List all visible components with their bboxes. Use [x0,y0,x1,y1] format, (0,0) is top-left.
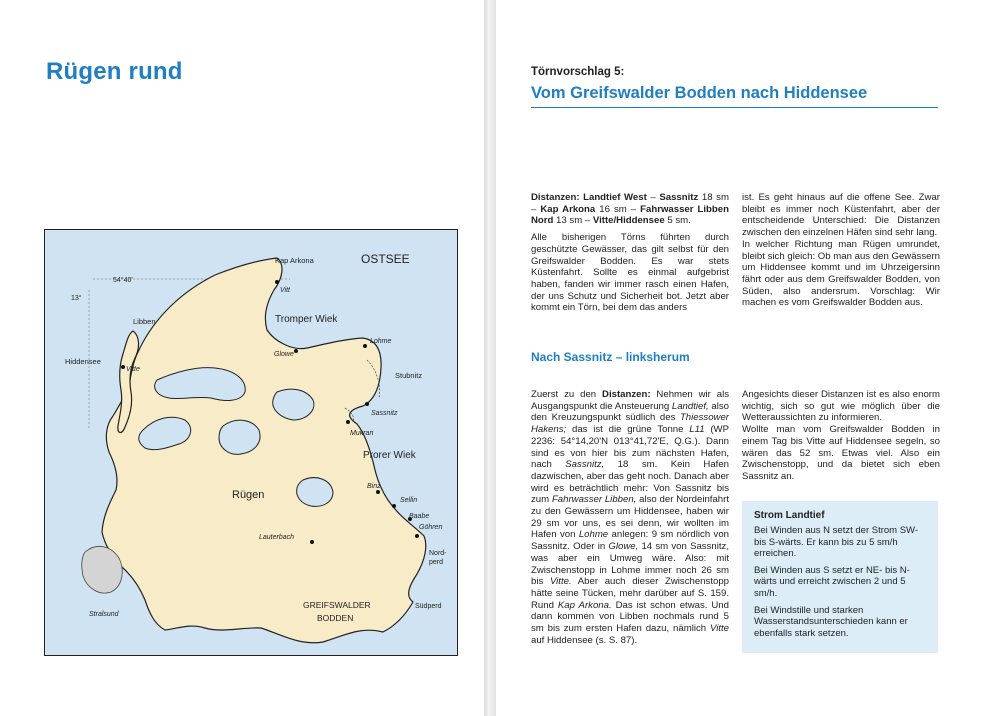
label-lauterbach: Lauterbach [259,534,295,541]
distances-paragraph: Distanzen: Landtief West – Sassnitz 18 sm – Kap Arkona 16 sm – Fahrwasser Libben Nord 13 sm – Vitte/Hiddensee 5 sm. [531,192,729,227]
label-goehren: Göhren [419,524,443,531]
label-libben: Libben [133,317,156,326]
label-glowe: Glowe [274,351,294,358]
label-binz: Binz [367,483,381,490]
column-2-body [742,389,940,488]
column-2-top [742,192,940,314]
info-box-paragraph-1: Bei Winden aus N setzt der Strom SW-bis S-wärts. Er kann bis zu 5 sm/h erreichen. [754,525,919,560]
label-mukran: Mukran [350,430,374,437]
label-ostsee: OSTSEE [361,252,410,266]
town-dot-glowe [294,349,298,353]
label-kap-arkona: Kap Arkona [275,256,314,265]
book-gutter [484,0,496,716]
town-dot-sellin [392,504,396,508]
current-info-box [742,501,938,653]
label-greifswalder-2: BODDEN [317,613,354,623]
town-dot-vitt [275,280,279,284]
label-suedperd: Südperd [415,603,442,610]
label-stubnitz: Stubnitz [395,371,423,380]
label-nordperd-2: perd [429,559,444,566]
info-box-text [754,525,927,644]
label-lohme: Lohme [370,338,392,345]
town-dot-lohme [363,344,367,348]
label-nordperd-1: Nord- [429,550,447,557]
tour-heading: Vom Greifswalder Bodden nach Hiddensee [531,84,868,102]
column-1-body [531,389,729,651]
label-hiddensee: Hiddensee [65,357,101,366]
label-longitude: 13° [71,295,82,302]
info-box-title: Strom Landtief [754,510,825,521]
town-dot-vitte [121,365,125,369]
label-ruegen: Rügen [232,489,265,501]
column-1-top [531,192,729,319]
label-latitude: 54°40' [113,277,133,284]
section-heading: Nach Sassnitz – linksherum [531,350,690,364]
intro-paragraph: Alle bisherigen Törns führten durch geschützte Gewässer, das gilt selbst für den Greifswalder Bodden. Es war stets Küstenfahrt. Sollte es einmal aufgebrist haben, fanden wir immer rasch einen Hafen, der uns Schutz und Sicherheit bot. Jetzt aber kommt ein Törn, bei dem das anders [531,232,729,314]
label-tromper-wiek: Tromper Wiek [275,314,338,325]
heading-rule [531,107,938,108]
town-dot-sassnitz [365,402,369,406]
map-svg [45,230,457,655]
ruegen-map [44,229,458,656]
label-prorer-wiek: Prorer Wiek [363,450,416,461]
col2-paragraph-1: ist. Es geht hinaus auf die offene See. Zwar bleibt es immer noch Küstenfahrt, aber der entscheidende Unterschied: Die Distanzen zwischen den einzelnen Häfen sind sehr lang. [742,192,940,239]
tour-kicker: Törnvorschlag 5: [531,66,625,78]
label-vitt: Vitt [280,287,290,294]
label-sellin: Sellin [400,497,418,504]
label-baabe: Baabe [409,513,430,520]
col2-body-paragraph-2: Wollte man vom Greifswalder Bodden in einem Tag bis Vitte auf Hiddensee segeln, so wären das 52 sm. Etwas viel. Also ein Zwischenstopp, und da bietet sich eben Sassnitz an. [742,424,940,482]
town-dot-binz [376,490,380,494]
body-paragraph: Zuerst zu den Distanzen: Nehmen wir als Ausgangspunkt die Ansteuerung Landtief, also den Kreuzungspunkt südlich des Thiessower Hakens; das ist die grüne Tonne L11 (WP 2236: 54°14,20'N 013°41,72'E, Q.G.). Dann sind es von hier bis zum nächsten Hafen, nach Sassnitz, 18 sm. Kein Hafen dazwischen, aber das geht noch. Danach aber wird es beträchtlich mehr: Von Sassnitz bis zum Fahrwasser Libben, also der Nordeinfahrt zu den Gewässern um Hiddensee, haben wir 29 sm vor uns, es sei denn, wir wollten im Hafen von Lohme anlegen: 9 sm nördlich von Sassnitz. Oder in Glowe, 14 sm von Sassnitz, was aber ein Umweg wäre. Also: mit Zwischenstopp in Lohme immer noch 26 sm bis Vitte. Aber auch dieser Zwischenstopp hätte seine Tücken, mehr darüber auf S. 159. Rund Kap Arkona. Das ist schon etwas. Und dann kommen von Libben nochmals rund 5 sm bis zum ersten Hafen dazu, nämlich Vitte auf Hiddensee (s. S. 87). [531,389,729,646]
label-greifswalder-1: GREIFSWALDER [303,600,371,610]
town-dot-mukran [346,420,350,424]
label-vitte: Vitte [126,366,140,373]
lagoon-south [297,478,333,507]
info-box-paragraph-2: Bei Winden aus S setzt er NE- bis N-wärts und erreicht zwischen 2 und 5 sm/h. [754,564,910,599]
label-sassnitz: Sassnitz [371,410,398,417]
lagoon-center [219,420,260,454]
info-box-paragraph-3: Bei Windstille und starken Wasserstandsunterschieden kann er ebenfalls stark setzen. [754,604,908,639]
label-stralsund: Stralsund [89,611,119,618]
town-dot-goehren [415,534,419,538]
town-dot-lauterbach [310,540,314,544]
page-title: Rügen rund [46,58,183,85]
col2-paragraph-2: In welcher Richtung man Rügen umrundet, bleibt sich gleich: Ob man aus den Gewässern um Hiddensee kommt und im Uhrzeigersinn fährt oder aus dem Greifswalder Bodden, von Süden, also andersrum. Vorschlag: Wir machen es vom Greifswalder Bodden aus. [742,238,940,309]
col2-body-paragraph-1: Angesichts dieser Distanzen ist es also enorm wichtig, sich so gut wie möglich über die Wetteraussichten zu informieren. [742,389,940,424]
